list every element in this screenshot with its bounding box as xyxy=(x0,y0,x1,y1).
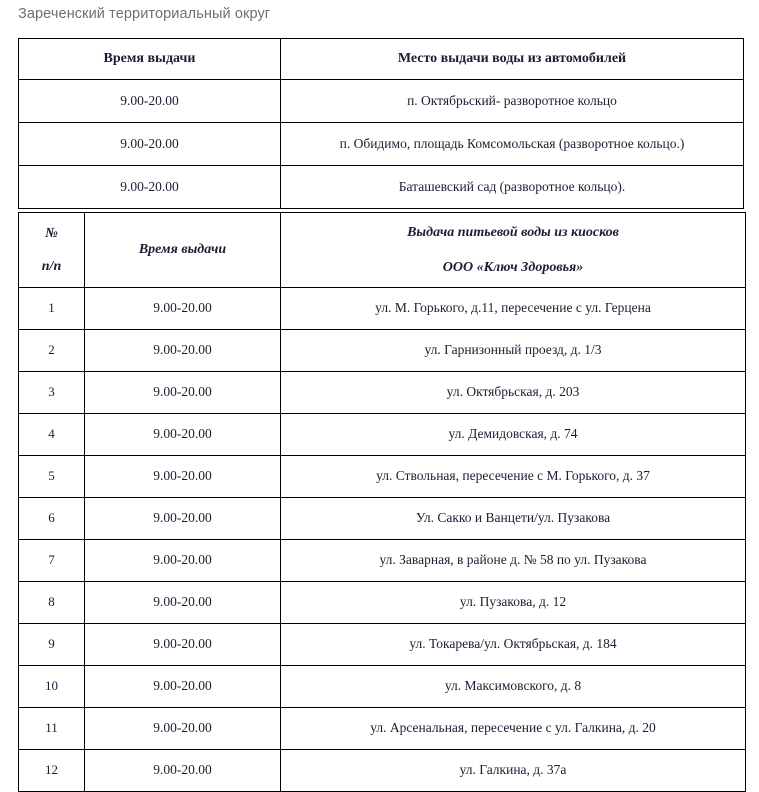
table-header xyxy=(19,39,744,80)
cell-time: 9.00-20.00 xyxy=(85,624,281,666)
table-row xyxy=(19,80,744,123)
cell-time: 9.00-20.00 xyxy=(85,540,281,582)
cell-number: 7 xyxy=(19,540,85,582)
cell-time: 9.00-20.00 xyxy=(19,123,281,166)
cell-place: ул. Демидовская, д. 74 xyxy=(281,414,746,456)
cell-place: п. Обидимо, площадь Комсомольская (разворотное кольцо.) xyxy=(281,123,744,166)
cell-place: ул. Гарнизонный проезд, д. 1/3 xyxy=(281,330,746,372)
cell-time: 9.00-20.00 xyxy=(85,750,281,792)
cell-time: 9.00-20.00 xyxy=(85,372,281,414)
column-header-place-line-1: Выдача питьевой воды из киосков xyxy=(407,224,619,240)
table-row xyxy=(19,414,746,456)
table-row xyxy=(19,750,746,792)
cell-number: 10 xyxy=(19,666,85,708)
cell-time: 9.00-20.00 xyxy=(85,456,281,498)
column-header-time xyxy=(85,213,281,288)
table-row xyxy=(19,372,746,414)
column-header-place-line-2: ООО «Ключ Здоровья» xyxy=(442,260,584,275)
cell-place: Баташевский сад (разворотное кольцо). xyxy=(281,166,744,209)
table-row xyxy=(19,123,744,166)
table-body xyxy=(19,80,744,209)
cell-time: 9.00-20.00 xyxy=(85,330,281,372)
cell-time: 9.00-20.00 xyxy=(85,498,281,540)
cell-time: 9.00-20.00 xyxy=(19,166,281,209)
cell-place: ул. М. Горького, д.11, пересечение с ул. Герцена xyxy=(281,288,746,330)
column-header-time: Время выдачи xyxy=(19,39,281,80)
cell-time: 9.00-20.00 xyxy=(85,708,281,750)
cell-time: 9.00-20.00 xyxy=(85,582,281,624)
page-title: Зареченский территориальный округ xyxy=(18,6,271,22)
cell-number: 5 xyxy=(19,456,85,498)
cell-number: 1 xyxy=(19,288,85,330)
cell-number: 3 xyxy=(19,372,85,414)
cell-number: 4 xyxy=(19,414,85,456)
cell-place: ул. Токарева/ул. Октябрьская, д. 184 xyxy=(281,624,746,666)
cell-place: ул. Ствольная, пересечение с М. Горького, д. 37 xyxy=(281,456,746,498)
cell-time: 9.00-20.00 xyxy=(85,288,281,330)
cell-place: п. Октябрьский- разворотное кольцо xyxy=(281,80,744,123)
column-header-number xyxy=(19,213,85,288)
column-header-number-line-1: № xyxy=(45,225,58,241)
cell-time: 9.00-20.00 xyxy=(85,414,281,456)
column-header-place: Место выдачи воды из автомобилей xyxy=(281,39,744,80)
table-row xyxy=(19,498,746,540)
cell-number: 8 xyxy=(19,582,85,624)
table-row xyxy=(19,708,746,750)
water-delivery-from-kiosks-table xyxy=(18,212,746,792)
cell-number: 2 xyxy=(19,330,85,372)
cell-place: ул. Галкина, д. 37а xyxy=(281,750,746,792)
table-row xyxy=(19,330,746,372)
cell-time: 9.00-20.00 xyxy=(85,666,281,708)
table-body xyxy=(19,288,746,792)
cell-number: 6 xyxy=(19,498,85,540)
cell-number: 11 xyxy=(19,708,85,750)
cell-number: 12 xyxy=(19,750,85,792)
table-row xyxy=(19,166,744,209)
table-row xyxy=(19,582,746,624)
table-row xyxy=(19,456,746,498)
table-row xyxy=(19,624,746,666)
cell-place: Ул. Сакко и Ванцети/ул. Пузакова xyxy=(281,498,746,540)
table-header xyxy=(19,213,746,288)
cell-number: 9 xyxy=(19,624,85,666)
column-header-place xyxy=(281,213,746,288)
cell-place: ул. Заварная, в районе д. № 58 по ул. Пузакова xyxy=(281,540,746,582)
column-header-time-label: Время выдачи xyxy=(138,242,227,258)
table-row xyxy=(19,666,746,708)
table-row xyxy=(19,288,746,330)
table-header-row xyxy=(19,213,746,288)
column-header-number-line-2: п/п xyxy=(41,259,62,274)
table-row xyxy=(19,540,746,582)
cell-time: 9.00-20.00 xyxy=(19,80,281,123)
cell-place: ул. Пузакова, д. 12 xyxy=(281,582,746,624)
cell-place: ул. Октябрьская, д. 203 xyxy=(281,372,746,414)
water-delivery-from-cars-table xyxy=(18,38,744,209)
table-header-row xyxy=(19,39,744,80)
cell-place: ул. Арсенальная, пересечение с ул. Галкина, д. 20 xyxy=(281,708,746,750)
cell-place: ул. Максимовского, д. 8 xyxy=(281,666,746,708)
